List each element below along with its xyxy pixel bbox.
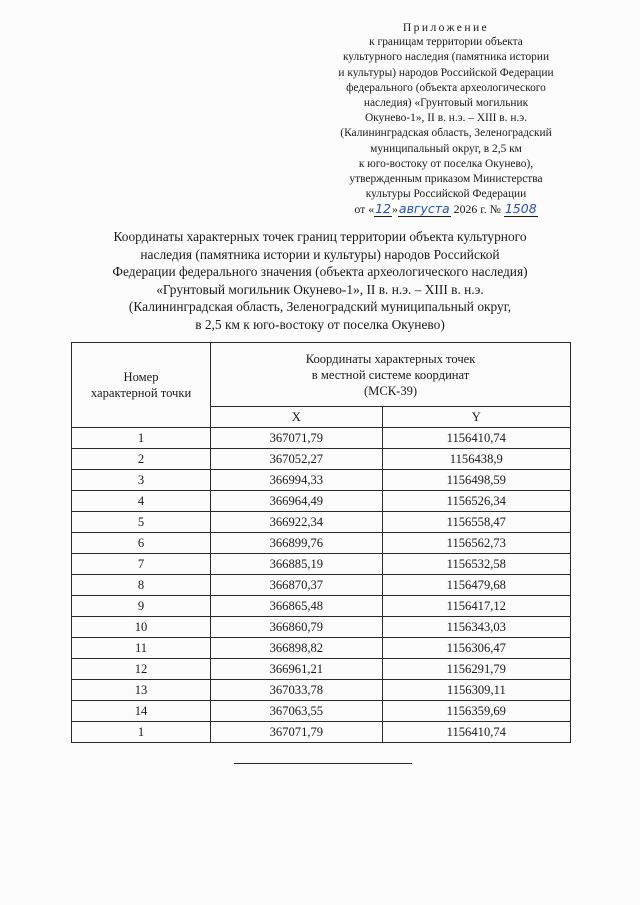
x-coordinate-cell: 366899,76 — [211, 533, 383, 554]
order-prefix: от « — [354, 202, 375, 216]
y-coordinate-cell: 1156526,34 — [382, 491, 570, 512]
y-coordinate-cell: 1156479,68 — [382, 575, 570, 596]
x-coordinate-cell: 366898,82 — [211, 638, 383, 659]
table-row — [72, 617, 571, 638]
title-line: «Грунтовый могильник Окунево-1», II в. н.э. – XIII в. н.э. — [156, 281, 484, 297]
table-body — [72, 428, 571, 743]
order-month-handwritten: августа — [398, 201, 450, 216]
x-coordinate-cell: 366961,21 — [211, 659, 383, 680]
coordinates-table — [71, 342, 571, 743]
order-reference — [318, 201, 574, 217]
table-row — [72, 554, 571, 575]
table-row — [72, 659, 571, 680]
y-coordinate-cell: 1156417,12 — [382, 596, 570, 617]
point-number-cell: 12 — [72, 659, 211, 680]
point-number-cell: 13 — [72, 680, 211, 701]
table-row — [72, 680, 571, 701]
x-coordinate-cell: 367071,79 — [211, 722, 383, 743]
y-coordinate-cell: 1156359,69 — [382, 701, 570, 722]
document-title — [60, 228, 580, 334]
y-coordinate-cell: 1156562,73 — [382, 533, 570, 554]
x-coordinate-cell: 366870,37 — [211, 575, 383, 596]
appendix-heading: Приложение — [402, 21, 490, 34]
x-coordinate-cell: 367052,27 — [211, 449, 383, 470]
x-coordinate-cell: 366885,19 — [211, 554, 383, 575]
point-number-cell: 9 — [72, 596, 211, 617]
x-coordinate-cell: 367071,79 — [211, 428, 383, 449]
appendix-line: утвержденным приказом Министерства — [349, 173, 543, 186]
table-row — [72, 638, 571, 659]
appendix-line: к границам территории объекта — [369, 36, 523, 49]
x-coordinate-cell: 366922,34 — [211, 512, 383, 533]
y-coordinate-cell: 1156309,11 — [382, 680, 570, 701]
appendix-line: Окунево-1», II в. н.э. – XIII в. н.э. — [364, 112, 528, 125]
table-row — [72, 575, 571, 596]
y-coordinate-cell: 1156558,47 — [382, 512, 570, 533]
table-header-row — [72, 343, 571, 407]
table-row — [72, 512, 571, 533]
table-row — [72, 449, 571, 470]
point-number-cell: 2 — [72, 449, 211, 470]
header-x: X — [211, 407, 383, 428]
x-coordinate-cell: 366860,79 — [211, 617, 383, 638]
appendix-line: и культуры) народов Российской Федерации — [338, 66, 554, 79]
title-line: наследия (памятника истории и культуры) народов Российской — [140, 246, 500, 262]
order-number-handwritten: 1508 — [504, 201, 537, 216]
title-line: Федерации федерального значения (объекта археологического наследия) — [112, 264, 528, 280]
table-row — [72, 722, 571, 743]
point-number-cell: 7 — [72, 554, 211, 575]
table-row — [72, 491, 571, 512]
appendix-block — [318, 20, 574, 202]
header-coordinates: Координаты характерных точек в местной системе координат (МСК-39) — [211, 343, 571, 407]
y-coordinate-cell: 1156291,79 — [382, 659, 570, 680]
appendix-line: культурного наследия (памятника истории — [342, 51, 550, 64]
y-coordinate-cell: 1156498,59 — [382, 470, 570, 491]
point-number-cell: 1 — [72, 722, 211, 743]
title-line: в 2,5 км к юго-востоку от поселка Окунево) — [195, 316, 445, 332]
point-number-cell: 4 — [72, 491, 211, 512]
y-coordinate-cell: 1156438,9 — [382, 449, 570, 470]
title-line: (Калининградская область, Зеленоградский муниципальный округ, — [128, 299, 512, 315]
point-number-cell: 6 — [72, 533, 211, 554]
table-row — [72, 701, 571, 722]
point-number-cell: 11 — [72, 638, 211, 659]
table-row — [72, 470, 571, 491]
y-coordinate-cell: 1156410,74 — [382, 428, 570, 449]
title-line: Координаты характерных точек границ территории объекта культурного — [113, 229, 527, 244]
x-coordinate-cell: 366865,48 — [211, 596, 383, 617]
y-coordinate-cell: 1156410,74 — [382, 722, 570, 743]
table-row — [72, 428, 571, 449]
appendix-line: (Калининградская область, Зеленоградский — [340, 127, 552, 140]
table-row — [72, 533, 571, 554]
appendix-line: федерального (объекта археологического — [346, 81, 546, 94]
appendix-line: муниципальный округ, в 2,5 км — [370, 142, 522, 155]
point-number-cell: 3 — [72, 470, 211, 491]
header-y: Y — [382, 407, 570, 428]
point-number-cell: 10 — [72, 617, 211, 638]
appendix-line: к юго-востоку от поселка Окунево), — [358, 157, 534, 170]
order-year: 2026 г. № — [453, 202, 501, 216]
footer-divider — [234, 763, 412, 764]
x-coordinate-cell: 367063,55 — [211, 701, 383, 722]
point-number-cell: 1 — [72, 428, 211, 449]
point-number-cell: 5 — [72, 512, 211, 533]
y-coordinate-cell: 1156306,47 — [382, 638, 570, 659]
x-coordinate-cell: 367033,78 — [211, 680, 383, 701]
point-number-cell: 14 — [72, 701, 211, 722]
x-coordinate-cell: 366964,49 — [211, 491, 383, 512]
y-coordinate-cell: 1156532,58 — [382, 554, 570, 575]
x-coordinate-cell: 366994,33 — [211, 470, 383, 491]
order-day-handwritten: 12 — [375, 201, 391, 216]
order-middle: » — [392, 202, 398, 216]
appendix-line: культуры Российской Федерации — [365, 188, 527, 201]
table-row — [72, 596, 571, 617]
y-coordinate-cell: 1156343,03 — [382, 617, 570, 638]
point-number-cell: 8 — [72, 575, 211, 596]
appendix-line: наследия) «Грунтовый могильник — [363, 97, 529, 110]
header-point-number: Номер характерной точки — [72, 343, 211, 428]
